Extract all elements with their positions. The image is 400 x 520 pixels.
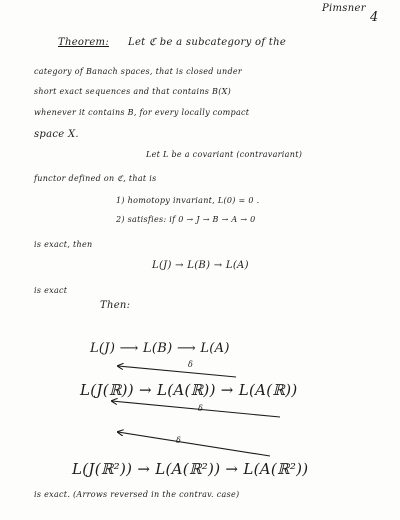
footer-text: is exact. (Arrows reversed in the contrav. case): [34, 490, 240, 499]
connecting-arrow-1: [118, 366, 236, 377]
condition-2: 2) satisfies: if 0 → J → B → A → 0: [116, 215, 256, 224]
delta-label-2: δ: [198, 404, 204, 413]
functor-line-3: is exact, then: [34, 240, 93, 249]
functor-line-4: is exact: [34, 286, 68, 295]
functor-line-1: Let L be a covariant (contravariant): [146, 150, 303, 159]
theorem-line-1: Let ℭ be a subcategory of the: [128, 37, 287, 48]
theorem-line-2: category of Banach spaces, that is closed under: [34, 67, 243, 76]
connecting-arrow-2: [112, 401, 280, 417]
exact-sequence: L(J) → L(B) → L(A): [152, 260, 249, 271]
delta-label-1: δ: [188, 360, 194, 369]
diagram-row-1: L(J) ⟶ L(B) ⟶ L(A): [90, 341, 230, 356]
condition-1: 1) homotopy invariant, L(0) = 0 .: [116, 196, 260, 205]
theorem-line-4: whenever it contains B, for every locally compact: [34, 108, 250, 117]
diagram-row-3: L(J(ℝ²)) → L(A(ℝ²)) → L(A(ℝ²)): [72, 460, 309, 478]
delta-label-3: δ: [176, 436, 182, 445]
then-label: Then:: [100, 300, 131, 311]
theorem-label: Theorem:: [58, 37, 109, 48]
diagram-row-2: L(J(ℝ)) → L(A(ℝ)) → L(A(ℝ)): [80, 381, 298, 399]
functor-line-2: functor defined on ℭ, that is: [34, 174, 157, 183]
author-name: Pimsner: [322, 3, 366, 14]
connecting-arrow-3: [118, 432, 270, 456]
theorem-line-5: space X.: [34, 129, 79, 140]
theorem-line-3: short exact sequences and that contains B(X): [34, 87, 232, 96]
page-number: 4: [370, 10, 379, 25]
